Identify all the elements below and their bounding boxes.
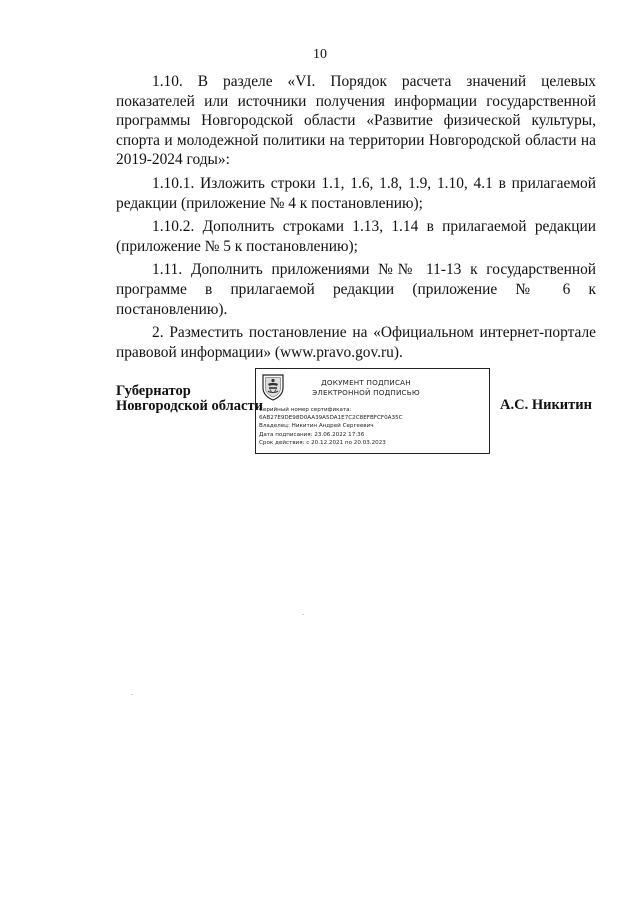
stamp-details bbox=[259, 406, 487, 447]
certificate-validity: Срок действия: с 20.12.2021 по 20.03.2023 bbox=[259, 439, 386, 446]
stamp-heading-line1: ДОКУМЕНТ ПОДПИСАН bbox=[321, 378, 411, 387]
scan-speck bbox=[302, 614, 304, 615]
scan-speck bbox=[131, 694, 133, 695]
signatory-title-line1: Губернатор bbox=[116, 383, 191, 399]
stamp-heading bbox=[296, 378, 436, 397]
paragraph-1-10-2: 1.10.2. Дополнить строками 1.13, 1.14 в прилагаемой редакции (приложение № 5 к постановлению); bbox=[116, 218, 596, 255]
signatory-name: А.С. Никитин bbox=[500, 397, 592, 413]
paragraph-1-10-1: 1.10.1. Изложить строки 1.1, 1.6, 1.8, 1.9, 1.10, 4.1 в прилагаемой редакции (приложение № 4 к постановлению); bbox=[116, 174, 596, 212]
certificate-owner: Владелец: Никитин Андрей Сергеевич bbox=[259, 423, 374, 430]
signatory-title-line2: Новгородской области bbox=[116, 398, 263, 414]
paragraph-1-11: 1.11. Дополнить приложениями №№ 11-13 к государственной программе в прилагаемой редакции (приложение № 6 к постановлению). bbox=[116, 261, 596, 318]
certificate-serial-label: Серийный номер сертификата: bbox=[259, 407, 352, 413]
stamp-heading-line2: ЭЛЕКТРОННОЙ ПОДПИСЬЮ bbox=[312, 387, 420, 397]
document-body bbox=[116, 72, 596, 366]
electronic-signature-stamp bbox=[255, 368, 490, 454]
paragraph-2: 2. Разместить постановление на «Официальном интернет-портале правовой информации» (www.pravo.gov.ru). bbox=[116, 324, 596, 361]
certificate-serial-value: 6AB27E9DE98D0AA39A5DA1E7C2C8EFBFCF0A35C bbox=[259, 415, 403, 422]
coat-of-arms-icon bbox=[261, 373, 285, 401]
paragraph-1-10: 1.10. В разделе «VI. Порядок расчета значений целевых показателей или источники получения информации государственной программы Новгородской области «Развитие физической культуры, спорта и молодежной политики на территории Новгородской области на 2019-2024 годы»: bbox=[116, 73, 596, 169]
page-number: 10 bbox=[313, 47, 327, 62]
signatory-title bbox=[116, 384, 263, 414]
signing-date: Дата подписания: 23.06.2022 17:36 bbox=[259, 431, 365, 438]
